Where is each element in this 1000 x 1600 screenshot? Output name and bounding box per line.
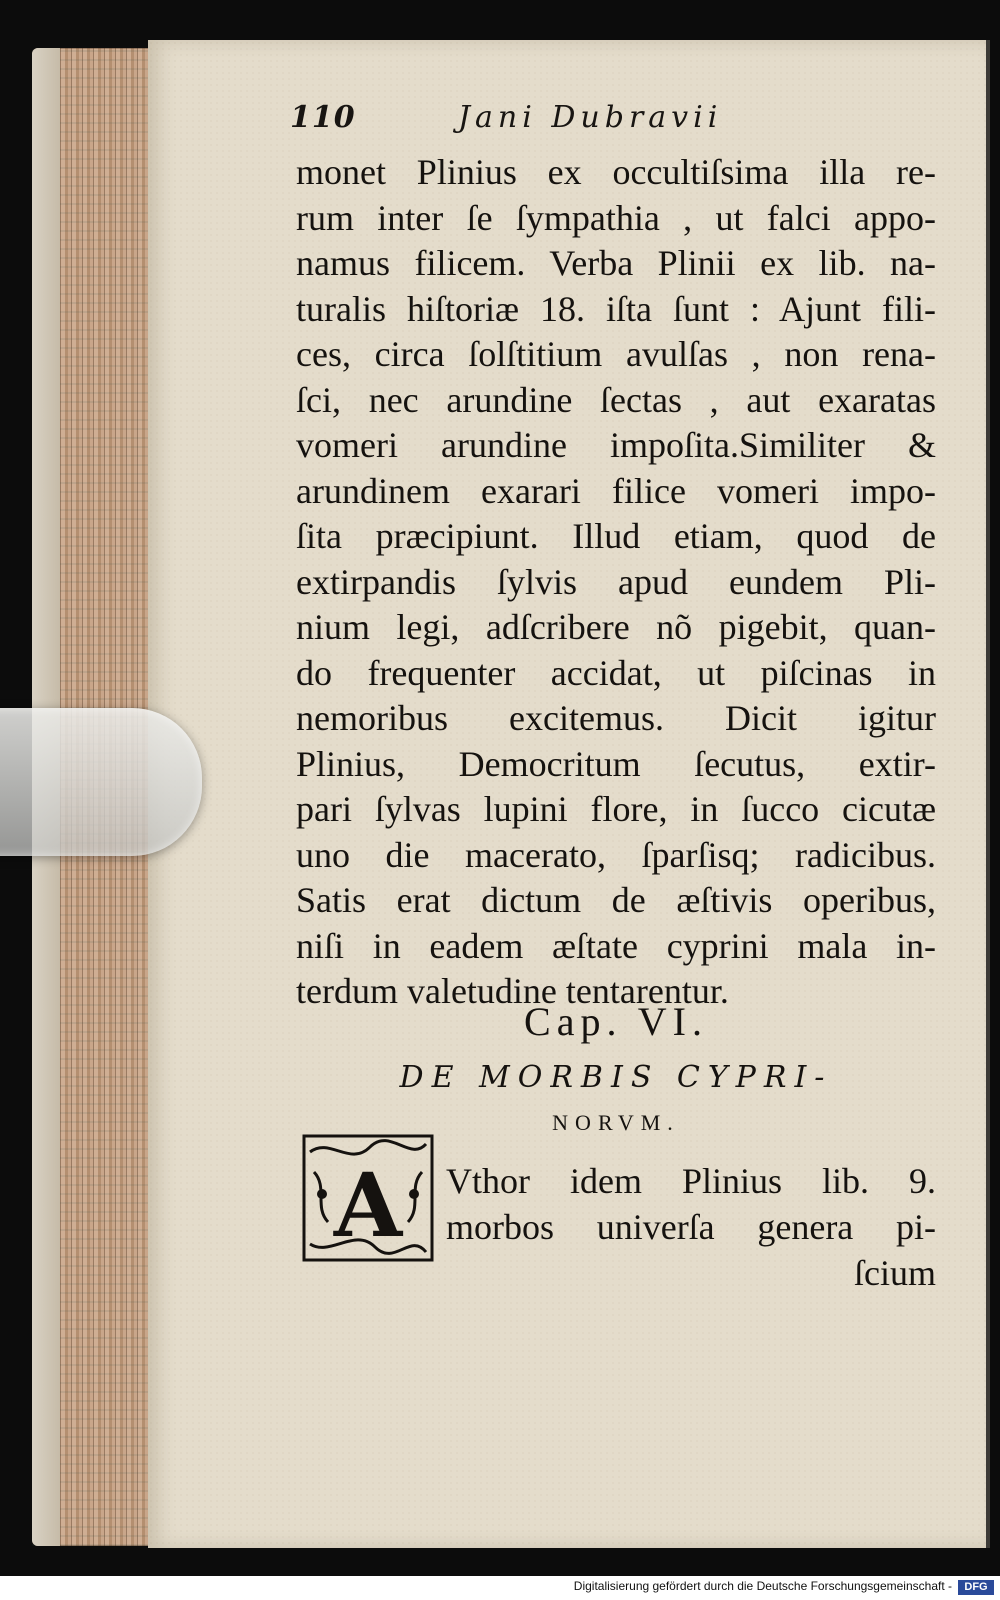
body-text — [296, 150, 936, 1015]
chapter-paragraph — [446, 1158, 936, 1296]
text-line: namus filicem. Verba Plinii ex lib. na- — [296, 243, 936, 283]
catchword: ſcium — [854, 1253, 936, 1293]
text-line: Satis erat dictum de æſtivis operibus, — [296, 880, 936, 920]
text-line: nium legi, adſcribere nõ pigebit, quan- — [296, 607, 936, 647]
text-line: uno die macerato, ſparſisq; radicibus. — [296, 834, 936, 875]
text-line: morbos univerſa genera pi- — [446, 1207, 936, 1247]
text-line: do frequenter accidat, ut piſcinas in — [296, 652, 936, 693]
text-line: niſi in eadem æſtate cyprini mala in- — [296, 925, 936, 966]
text-line: monet Plinius ex occultiſsima illa re- — [296, 152, 936, 192]
chapter-title-continued: NORVM. — [552, 1110, 680, 1135]
running-head: Jani Dubravii — [458, 100, 723, 135]
footer-credit: Digitalisierung gefördert durch die Deutsche Forschungsgemeinschaft - — [573, 1579, 952, 1593]
page-header — [290, 96, 780, 140]
text-line: pari ſylvas lupini flore, in ſucco cicutæ — [296, 789, 936, 829]
page-number: 110 — [290, 100, 356, 135]
footer-bar — [0, 1576, 1000, 1600]
text-line: nemoribus excitemus. Dicit igitur — [296, 698, 936, 738]
glass-page-weight — [0, 708, 202, 856]
initial-letter: A — [333, 1153, 403, 1257]
page-gutter-shadow — [986, 40, 990, 1548]
text-line: Plinius, Democritum ſecutus, extir- — [296, 743, 936, 784]
text-line: Vthor idem Plinius lib. 9. — [446, 1161, 936, 1201]
text-line: rum inter ſe ſympathia , ut falci appo- — [296, 197, 936, 238]
text-line: ſci, nec arundine ſectas , aut exaratas — [296, 379, 936, 420]
chapter-title: DE MORBIS CYPRI- — [399, 1060, 833, 1095]
text-line: ſita præcipiunt. Illud etiam, quod de — [296, 516, 936, 556]
text-line: terdum valetudine tentarentur. — [296, 971, 729, 1011]
text-line: arundinem exarari filice vomeri impo- — [296, 470, 936, 511]
text-line: vomeri arundine impoſita.Similiter & — [296, 425, 936, 465]
chapter-heading: Cap. VI. — [524, 999, 708, 1044]
text-line: ces, circa ſolſtitium avulſas , non rena- — [296, 334, 936, 374]
dfg-logo: DFG — [958, 1580, 994, 1595]
text-line: extirpandis ſylvis apud eundem Pli- — [296, 561, 936, 602]
text-line: turalis hiſtoriæ 18. iſta ſunt : Ajunt fili- — [296, 288, 936, 329]
decorated-initial — [300, 1132, 436, 1264]
